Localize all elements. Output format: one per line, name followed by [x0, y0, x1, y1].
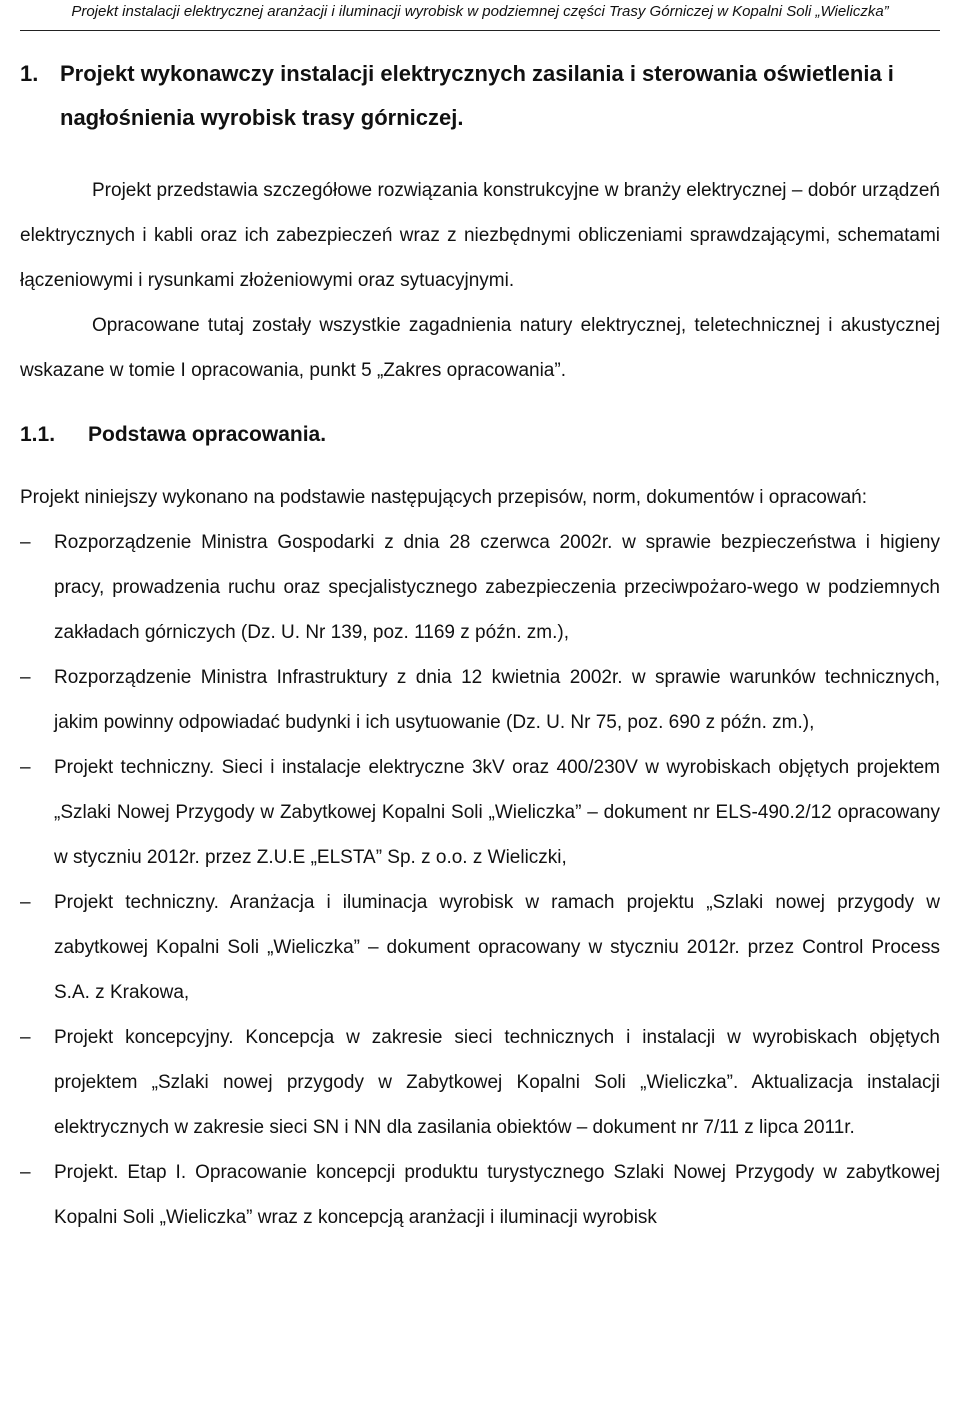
section-1-number: 1.: [20, 61, 39, 86]
section-1-title: Projekt wykonawczy instalacji elektrycznych zasilania i sterowania oświetlenia i nagłośnienia wyrobisk trasy górniczej.: [60, 61, 894, 130]
list-bullet: –: [20, 892, 31, 913]
list-item-text: Projekt koncepcyjny. Koncepcja w zakresie sieci technicznych i instalacji w wyrobiskach objętych projektem „Szlaki nowej przygody w Zabytkowej Kopalni Soli „Wieliczka”. Aktualizacja instalacji elektrycznych w zakresie sieci SN i NN dla zasilania obiektów – dokument nr 7/11 z lipca 2011r.: [54, 1027, 940, 1138]
list-item-text: Rozporządzenie Ministra Infrastruktury z dnia 12 kwietnia 2002r. w sprawie warunków technicznych, jakim powinny odpowiadać budynki i ich usytuowanie (Dz. U. Nr 75, poz. 690 z późn. zm.),: [54, 667, 940, 733]
list-bullet: –: [20, 532, 31, 553]
list-bullet: –: [20, 1162, 31, 1183]
section-1-1-title: Podstawa opracowania.: [88, 423, 327, 446]
list-item: [20, 1150, 940, 1240]
list-bullet: –: [20, 1027, 31, 1048]
list-item: [20, 745, 940, 880]
list-item-text: Projekt techniczny. Sieci i instalacje elektryczne 3kV oraz 400/230V w wyrobiskach objętych projektem „Szlaki Nowej Przygody w Zabytkowej Kopalni Soli „Wieliczka” – dokument nr ELS-490.2/12 opracowany w styczniu 2012r. przez Z.U.E „ELSTA” Sp. z o.o. z Wieliczki,: [54, 757, 940, 868]
section-1-1-number: 1.1.: [20, 423, 56, 446]
list-bullet: –: [20, 757, 31, 778]
list-item-text: Projekt techniczny. Aranżacja i iluminacja wyrobisk w ramach projektu „Szlaki nowej przygody w zabytkowej Kopalni Soli „Wieliczka” – dokument opracowany w styczniu 2012r. przez Control Process S.A. z Krakowa,: [54, 892, 940, 1003]
list-item: [20, 880, 940, 1015]
section-1-1-intro: Projekt niniejszy wykonano na podstawie następujących przepisów, norm, dokumentów i opracowań:: [20, 487, 868, 508]
reference-list: [20, 520, 940, 1240]
list-item: [20, 520, 940, 655]
list-item: [20, 1015, 940, 1150]
list-item-text: Rozporządzenie Ministra Gospodarki z dnia 28 czerwca 2002r. w sprawie bezpieczeństwa i higieny pracy, prowadzenia ruchu oraz specjalistycznego zabezpieczenia przeciwpożaro-wego w podziemnych zakładach górniczych (Dz. U. Nr 139, poz. 1169 z późn. zm.),: [54, 532, 940, 643]
section-1-heading: [20, 52, 940, 140]
running-header: Projekt instalacji elektrycznej aranżacji i iluminacji wyrobisk w podziemnej części Trasy Górniczej w Kopalni Soli „Wieliczka”: [20, 0, 940, 31]
list-item: [20, 655, 940, 745]
list-item-text: Projekt. Etap I. Opracowanie koncepcji produktu turystycznego Szlaki Nowej Przygody w zabytkowej Kopalni Soli „Wieliczka” wraz z koncepcją aranżacji i iluminacji wyrobisk: [54, 1162, 940, 1228]
section-1-paragraph-2: Opracowane tutaj zostały wszystkie zagadnienia natury elektrycznej, teletechnicznej i akustycznej wskazane w tomie I opracowania, punkt 5 „Zakres opracowania”.: [20, 315, 940, 381]
section-1-1-heading: [20, 413, 940, 457]
list-bullet: –: [20, 667, 31, 688]
section-1-paragraph-1: Projekt przedstawia szczegółowe rozwiązania konstrukcyjne w branży elektrycznej – dobór urządzeń elektrycznych i kabli oraz ich zabezpieczeń wraz z niezbędnymi obliczeniami sprawdzającymi, schematami łączeniowymi i rysunkami złożeniowymi oraz sytuacyjnymi.: [20, 180, 940, 291]
page-content: [20, 52, 940, 1240]
